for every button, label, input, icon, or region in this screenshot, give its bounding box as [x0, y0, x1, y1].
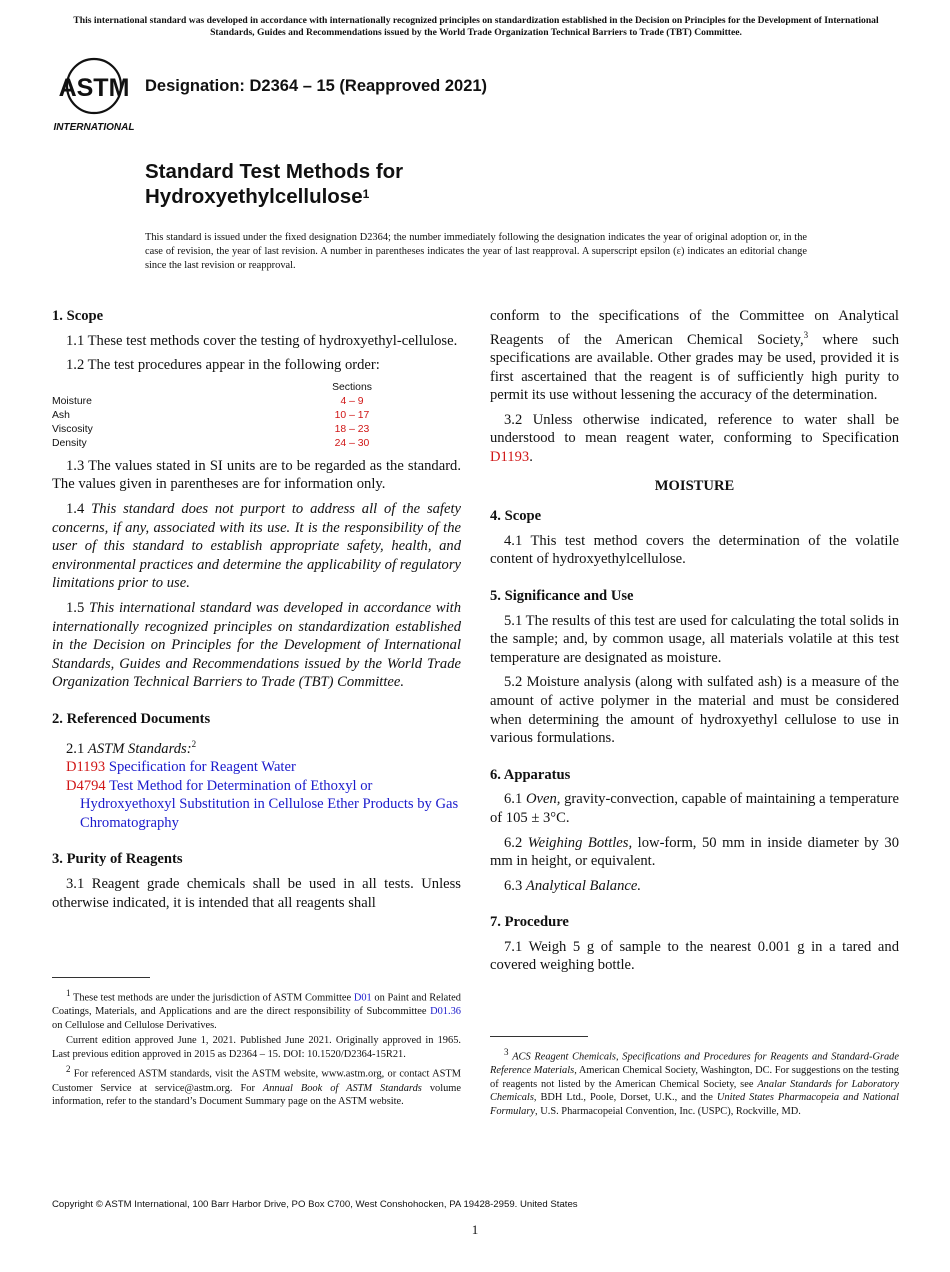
para-6-2: 6.2 Weighing Bottles, low-form, 50 mm in inside diameter by 30 mm in height, or equivalent. — [490, 834, 899, 870]
right-footnotes — [490, 1046, 899, 1120]
footnote-2: $^2$ For referenced ASTM standards, visit the ASTM website, www.astm.org, or contact ASTM Customer Service at service@astm.org. For Annual Book of ASTM Standards volume information, refer to the standard’s Document Summary page on the ASTM website. — [52, 1064, 461, 1108]
section-2-heading: 2. Referenced Documents — [52, 710, 211, 727]
title-line-2: Hydroxyethylcellulose — [145, 185, 363, 208]
para-3-1-cont: conform to the specifications of the Committee on Analytical Reagents of the American Chemical Society,$^3$ where such specifications are available. Other grades may be used, provided it is first ascertained that the reagent is of sufficiently high purity to permit its use without lessening the accuracy of the determination. — [490, 308, 899, 404]
page-title — [145, 159, 403, 209]
section-4-heading: 4. Scope — [490, 508, 542, 525]
left-column — [52, 307, 461, 918]
footnote-3: $^3$ ACS Reagent Chemicals, Specifications and Procedures for Reagents and Standard-Grade Reference Materials, American Chemical Society, Washington, DC. For suggestions on the testing of reagents not listed by the American Chemical Society, see Analar Standards for Laboratory Chemicals, BDH Ltd., Poole, Dorset, U.K., and the United States Pharmacopeia and National Formulary, U.S. Pharmacopeial Convention, Inc. (USPC), Rockville, MD. — [490, 1047, 899, 1117]
para-1-3: 1.3 The values stated in SI units are to be regarded as the standard. The values given in parentheses are for information only. — [52, 457, 461, 493]
logo-text: ASTM — [58, 74, 130, 102]
para-6-1: 6.1 Oven, gravity-convection, capable of maintaining a temperature of 105 ± 3°C. — [490, 791, 900, 826]
section-name: Density — [52, 437, 87, 449]
committee-link[interactable]: D01 — [353, 992, 372, 1004]
para-7-1: 7.1 Weigh 5 g of sample to the nearest 0.001 g in a tared and covered weighing bottle. — [490, 938, 899, 974]
d1193-link[interactable]: D1193 — [490, 449, 530, 466]
para-3-1: 3.1 Reagent grade chemicals shall be used in all tests. Unless otherwise indicated, it is intended that all reagents shall — [52, 875, 461, 911]
footnote-1: $^1$ These test methods are under the jurisdiction of ASTM Committee D01 on Paint and Related Coatings, Materials, and Applications and are the direct responsibility of Subcommittee D01.36 on Cellulose and Cellulose Derivatives. — [52, 988, 461, 1031]
left-footnotes — [52, 987, 461, 1111]
para-2-1: 2.1 ASTM Standards:$^2$ — [66, 738, 197, 757]
para-5-1: 5.1 The results of this test are used for calculating the total solids in the sample; and, by common usage, all materials volatile at this test temperature are designated as moisture. — [490, 612, 899, 666]
section-3-heading: 3. Purity of Reagents — [52, 851, 183, 868]
astm-logo — [52, 56, 136, 134]
section-range-link[interactable]: 24 – 30 — [334, 437, 370, 449]
para-3-2: 3.2 Unless otherwise indicated, reference to water shall be understood to mean reagent water, conforming to Specification D1193. — [490, 411, 899, 466]
ref-title-link[interactable]: Test Method for Determination of Ethoxyl or Hydroxyethoxyl Substitution in Cellulose Ether Products by Gas Chromatography — [80, 777, 459, 831]
ref-title-link[interactable]: Specification for Reagent Water — [108, 758, 296, 775]
para-1-1: 1.1 These test methods cover the testing of hydroxyethyl-cellulose. — [66, 332, 458, 349]
para-4-1: 4.1 This test method covers the determination of the volatile content of hydroxyethylcellulose. — [490, 532, 899, 568]
tbt-notice: This international standard was developed in accordance with internationally recognized principles on standardization established in the Decision on Principles for the Development of International Standards, Guides and Recommendations issued by the World Trade Organization Technical Barriers to Trade (TBT) Committee. — [73, 15, 879, 39]
footnote-rule — [490, 1036, 588, 1037]
para-1-2: 1.2 The test procedures appear in the following order: — [66, 357, 380, 374]
edition-note: Current edition approved June 1, 2021. Published June 2021. Originally approved in 1965. Last previous edition approved in 2015 as D2364 – 15. DOI: 10.1520/D2364-15R21. — [52, 1035, 461, 1060]
section-range-link[interactable]: 10 – 17 — [334, 409, 370, 421]
sections-label: Sections — [332, 381, 372, 393]
reference-d4794 — [52, 777, 461, 833]
section-name: Viscosity — [52, 423, 93, 435]
para-1-4: 1.4 This standard does not purport to address all of the safety concerns, if any, associated with its use. It is the responsibility of the user of this standard to establish appropriate safety, health, and environmental practices and determine the applicability of regulatory limitations prior to use. — [52, 500, 461, 592]
designation: Designation: D2364 – 15 (Reapproved 2021) — [145, 77, 488, 95]
section-6-heading: 6. Apparatus — [490, 766, 571, 783]
para-6-3: 6.3 Analytical Balance. — [504, 877, 641, 894]
title-footnote-ref[interactable]: 1 — [362, 187, 370, 201]
section-1-heading: 1. Scope — [52, 308, 104, 324]
sections-table — [52, 381, 461, 451]
footnote-rule — [52, 977, 150, 978]
section-5-heading: 5. Significance and Use — [490, 587, 634, 604]
copyright: Copyright © ASTM International, 100 Barr Harbor Drive, PO Box C700, West Conshohocken, PA 19428-2959. United States — [52, 1199, 578, 1210]
section-range-link[interactable]: 4 – 9 — [340, 395, 364, 407]
issued-note: This standard is issued under the fixed designation D2364; the number immediately following the designation indicates the year of original adoption or, in the case of revision, the year of last revision. A number in parentheses indicates the year of last reapproval. A superscript epsilon (ε) indicates an editorial change since the last revision or reapproval. — [145, 232, 807, 272]
ref-code-link[interactable]: D1193 — [66, 758, 106, 775]
subcommittee-link[interactable]: D01.36 — [430, 1006, 461, 1018]
moisture-heading: MOISTURE — [654, 477, 735, 494]
para-1-5: 1.5 This international standard was developed in accordance with internationally recognized principles on standardization established in the Decision on Principles for the Development of International Standards, Guides and Recommendations issued by the World Trade Organization Technical Barriers to Trade (TBT) Committee. — [52, 599, 462, 691]
section-name: Moisture — [52, 395, 92, 407]
section-7-heading: 7. Procedure — [490, 914, 569, 931]
para-5-2: 5.2 Moisture analysis (along with sulfated ash) is a measure of the amount of active polymer in the material and must be considered when determining the amount of hydroxyethyl cellulose to use in various formulations. — [490, 674, 899, 747]
page-number: 1 — [471, 1222, 479, 1237]
section-name: Ash — [52, 409, 70, 421]
title-line-1: Standard Test Methods for — [145, 160, 404, 183]
logo-subtext: INTERNATIONAL — [53, 122, 135, 133]
ref-code-link[interactable]: D4794 — [66, 777, 106, 794]
reference-d1193 — [52, 758, 461, 777]
right-column — [490, 307, 899, 981]
section-range-link[interactable]: 18 – 23 — [334, 423, 370, 435]
